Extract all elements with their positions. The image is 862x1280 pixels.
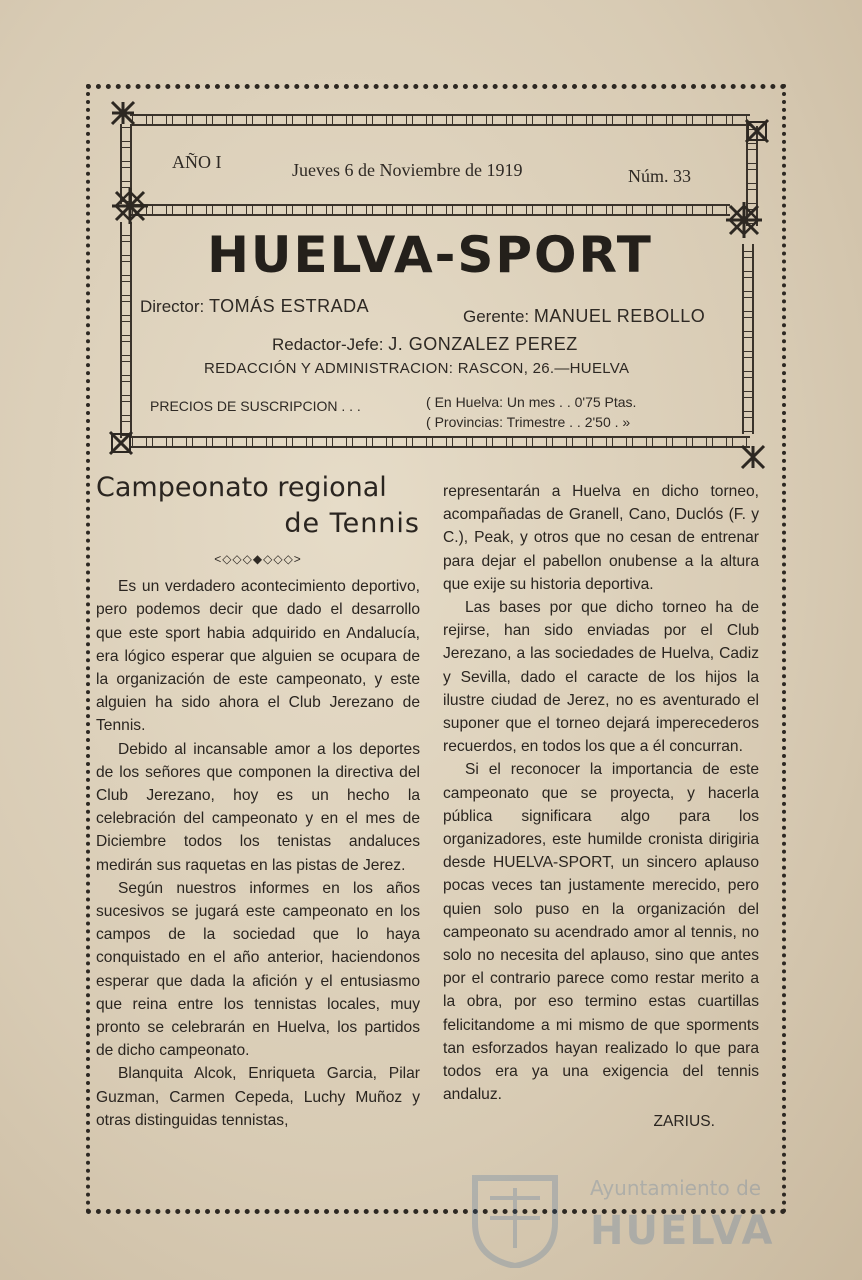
editor-line [272,334,578,355]
right-paragraph-1: Las bases por que dicho torneo ha de rejirse, han sido enviadas por el Club Jerezano, a las sociedades de Huelva, Cadiz y Sevilla, dado el caracte de los hijos la ilustre ciudad de Jerez, no es aventurado el suponer que el torneo dejará imperecederos recuerdos, en todos los que a él concurran. [443,599,759,756]
chain-border-middle [130,204,730,216]
corner-ornament-bottom-left-icon [108,430,134,456]
editor-name: J. GONZALEZ PEREZ [388,334,578,354]
right-continuation: representarán a Huelva en dicho torneo, acompañadas de Granell, Cano, Duclós (F. y C.), Peak, y otros que no cesan de entrenar para dejar el pabellon onubense a la altura que exije su historia deportiva. [443,483,759,593]
watermark-text-main: HUELVA [590,1208,775,1254]
manager-name: MANUEL REBOLLO [533,306,706,326]
director-label: Director: [140,297,205,316]
celtic-knot-left-icon [108,184,152,228]
watermark-text-top: Ayuntamiento de [590,1176,762,1200]
newspaper-title: HUELVA-SPORT [207,226,653,284]
manager-line [463,306,705,327]
article-headline-line2: de Tennis [284,508,420,539]
corner-ornament-bottom-right-icon [740,444,766,470]
issue-year: AÑO I [172,152,222,172]
city-seal-icon [460,1168,570,1268]
subscription-local-text: En Huelva: Un mes . . 0'75 Ptas. [434,394,637,410]
article-signature: ZARIUS. [653,1113,715,1131]
left-paragraph-2: Debido al incansable amor a los deportes de los señores que componen la directiva del Club Jerezano, hoy es un hecho la celebración del campeonato y en el mes de Diciembre todos los tenistas andaluces medirán sus raquetas en las pistas de Jerez. [96,740,420,874]
article-headline-line1: Campeonato regional [96,472,387,503]
left-paragraph-3: Según nuestros informes en los años sucesivos se jugará este campeonato en los campos de la sociedad que lo haya conquistado en el año anterior, haciendonos esperar que dada la afición y el entusiasmo que reina entre los tennistas locales, muy pronto se celebrarán en Huelva, los partidos de dicho campeonato. [96,879,420,1060]
left-paragraph-1: Es un verdadero acontecimiento deportivo, pero podemos decir que dado el desarrollo que este sport habia adquirido en Andalucía, era lógico esperar que alguien se ocupara de la organización de este campeonato, y este alguien ha sido ahora el Club Jerezano de Tennis. [96,578,420,735]
issue-number: Núm. 33 [628,166,691,186]
director-name: TOMÁS ESTRADA [208,296,370,316]
chain-border-top [130,114,750,126]
corner-ornament-top-right-icon [744,118,770,144]
ornament-divider: <◇◇◇◆◇◇◇> [214,552,302,566]
issue-date: Jueves 6 de Noviembre de 1919 [292,160,523,180]
article-column-right [443,480,759,1134]
left-paragraph-4: Blanquita Alcok, Enriqueta Garcia, Pilar Guzman, Carmen Cepeda, Luchy Muñoz y otras distinguidas tennistas, [96,1065,420,1129]
right-paragraph-2: Si el reconocer la importancia de este campeonato que se proyecta, y hacerla pública significara algo para los organizadores, este humilde cronista dirigiria desde HUELVA-SPORT, un sincero aplauso pocas veces tan justamente merecido, pero quien solo puso en la organización del campeonato su acendrado amor al tennis, no solo no necesita del aplauso, sino que antes por el contrario parece como restar merito a la obra, por eso termino estas cuartillas felicitandome a mi mismo de que sporments tan esforzados hayan realizado lo que para todos era ya una exigencia del tennis andaluz. [443,761,759,1104]
corner-ornament-top-left-icon [110,100,136,126]
editor-label: Redactor-Jefe: [272,335,384,354]
chain-border-bottom [130,436,750,448]
address-line: REDACCIÓN Y ADMINISTRACION: RASCON, 26.—HUELVA [204,360,630,377]
subscription-label: PRECIOS DE SUSCRIPCION . . . [150,398,361,414]
subscription-line-provinces: ( Provincias: Trimestre . . 2'50 . » [426,414,631,430]
director-line [140,296,369,317]
subscription-line-local: ( En Huelva: Un mes . . 0'75 Ptas. [426,394,637,410]
manager-label: Gerente: [463,307,530,326]
article-column-left [96,470,420,1132]
subscription-provinces-text: Provincias: Trimestre . . 2'50 . » [434,414,631,430]
archive-watermark [440,1168,800,1268]
